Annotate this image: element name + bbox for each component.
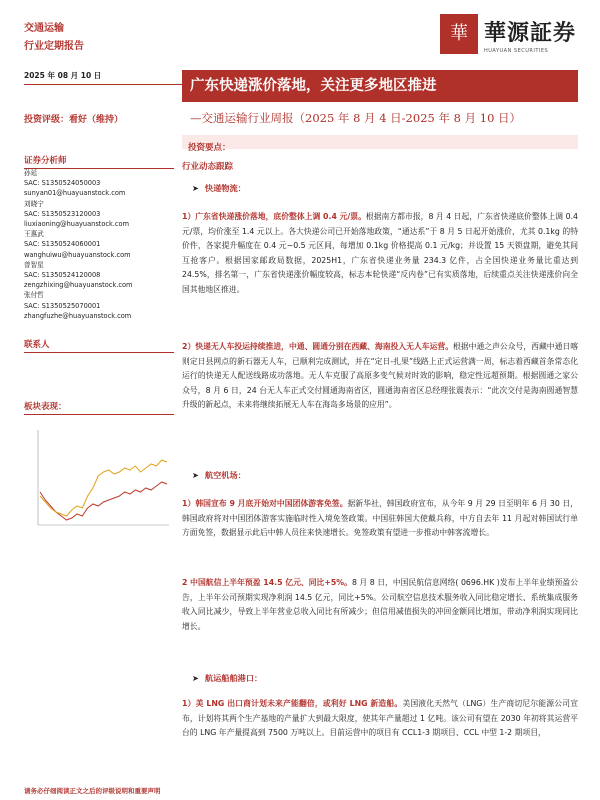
- section-industry-title: 行业动态跟踪: [182, 162, 234, 172]
- key-points-bar: [182, 135, 578, 153]
- arrow-right-icon: ➤: [192, 673, 199, 683]
- shipping-heading: [192, 673, 262, 684]
- analyst-name: 曾智星: [24, 260, 44, 269]
- chart-heading: 板块表现：: [24, 400, 174, 415]
- express-p1-text: 根据南方都市报，8 月 4 日起，广东省快递底价整体上调 0.4 元/票，均价涨至 1.4 元以上。各大快递公司已开始落地政策，“通达系”于 8 月 5 日起开始涨价，尤其 0.1kg 的特价件，各家提升幅度在 0.4 元~0.5 元区间，每增加 0.1kg 价格提高 0.1 元/kg；并设置 15 天锁盘期，避免其间互抢客户。根据国家邮政局数据，2025H1，广东省快递业务量 234.3 亿件，占全国快递业务量比重达到 24.5%，排名第一，广东省快递涨价幅度较高，标志本轮快递“反内卷”已有实质落地，后续重点关注快递涨价向全国其他地区推进。: [182, 212, 579, 294]
- analyst-email: zhangfuzhe@huayuanstock.com: [24, 311, 132, 320]
- aviation-paragraph-1: [182, 497, 578, 541]
- report-date: 2025 年 08 月 10 日: [24, 71, 102, 80]
- shipping-p1-text: 美国液化天然气（LNG）生产商切尼尔能源公司宣布，计划将其两个生产基地的产量扩大到最大限度，使其年产量超过 1 亿吨。该公司有望在 2030 年初将其运营平台的 LNG 年产量提高到 7500 万吨以上。目前运营中的项目有 CCL1-3 期项目、CCL 中型 1-2 期项目，: [182, 699, 578, 738]
- analyst-name: 孙延: [24, 169, 38, 177]
- investment-rating: 投资评级：看好（维持）: [24, 115, 124, 125]
- aviation-p1-text: 据新华社，韩国政府宣布，从今年 9 月 29 日至明年 6 月 30 日，韩国政府将对中国团体游客实施临时性入境免签政策。中国驻韩国大使戴兵称，中方自去年 11 月起对韩国试行单方面免签，数据显示此后中韩人员往来快速增长。免签政策有望进一步推动中韩客流增长。: [182, 499, 578, 538]
- analyst-sac: SAC: S1350523120003: [24, 209, 101, 218]
- report-category: 交通运输: [24, 23, 64, 34]
- analyst-name: 张付哲: [24, 291, 44, 300]
- logo-name: 華源証券: [484, 20, 577, 46]
- header-category-block: [24, 20, 84, 56]
- analyst-sac: SAC: S1350525070001: [24, 301, 101, 310]
- express-p2-lead: 2）快递无人车投运持续推进，中通、圆通分别在西藏、海南投入无人车运营。: [182, 342, 454, 351]
- express-paragraph-2: [182, 340, 578, 413]
- express-paragraph-1: [182, 210, 578, 298]
- page-subtitle: —交通运输行业周报（2025 年 8 月 4 日-2025 年 8 月 10 日）: [190, 111, 522, 125]
- analyst-list: [24, 168, 132, 321]
- logo-subtitle: HUAYUAN SECURITIES: [484, 48, 549, 54]
- analyst-sac: SAC: S1350524050003: [24, 179, 101, 188]
- key-points-label: 投资要点：: [188, 143, 231, 153]
- contact-heading: 联系人: [24, 338, 174, 353]
- logo-mark-icon: 華: [440, 14, 478, 54]
- aviation-p2-text: 8 月 8 日，中国民航信息网络( 0696.HK )发布上半年业绩预盈公告，上半年公司预期实现净利润 14.5 亿元，同比+5%。公司航空信息技术服务收入同比稳定增长、系统集成服务收入同比减少，导致上半年营业总收入同比有所减少；但信用减值损失的冲回金额同比增加，带动净利润实现同比增长。: [182, 578, 578, 631]
- analyst-email: sunyan01@huayuanstock.com: [24, 189, 126, 198]
- footer-disclaimer: 请务必仔细阅读正文之后的评级说明和重要声明: [24, 787, 161, 795]
- analyst-email: liuxiaoning@huayuanstock.com: [24, 220, 129, 229]
- express-p2-text: 根据中通之声公众号，西藏中通日喀则定日县网点的新石器无人车，已顺利完成测试，并在“定日-扎果”线路上正式运营满一周，标志着西藏首条常态化运行的快递无人配送线路成功落地。无人车克服了高原多变气候对时效的影响，稳定性远超预期。根据圆通之家公众号，8 月 6 日，24 台无人车正式交付圆通海南省区，圆通海南省区总经理张震表示：“此次交付是海南圆通智慧升级的新起点，未来将继续拓展无人车在海岛多场景的应用”。: [182, 342, 579, 410]
- arrow-right-icon: ➤: [192, 183, 199, 193]
- aviation-heading: [192, 470, 246, 481]
- shipping-paragraph-1: [182, 697, 578, 767]
- report-type: 行业定期报告: [24, 41, 84, 52]
- aviation-p2-lead: 2 中国航信上半年预盈 14.5 亿元、同比+5%。: [182, 578, 352, 587]
- shipping-p1-lead: 1）美 LNG 出口商计划未来产能翻倍，或利好 LNG 新造船。: [182, 699, 403, 708]
- series-line-0: [40, 482, 167, 520]
- shipping-heading-label: 航运船舶港口：: [204, 673, 263, 683]
- sector-performance-chart: [24, 420, 174, 540]
- analyst-sac: SAC: S1350524060001: [24, 240, 101, 249]
- express-p1-lead: 1）广东省快递涨价落地，底价整体上调 0.4 元/票。: [182, 212, 366, 221]
- title-bar: [182, 70, 578, 102]
- series-line-1: [40, 460, 167, 516]
- analyst-name: 王惠武: [24, 230, 44, 239]
- analyst-email: wanghuiwu@huayuanstock.com: [24, 250, 131, 259]
- express-heading: [192, 183, 246, 194]
- analyst-email: zengzhixing@huayuanstock.com: [24, 281, 133, 290]
- aviation-heading-label: 航空机场：: [204, 470, 246, 480]
- arrow-right-icon: ➤: [192, 470, 199, 480]
- company-logo: [440, 14, 580, 62]
- analyst-name: 刘晓宁: [24, 199, 44, 208]
- analyst-sac: SAC: S1350524120008: [24, 271, 101, 280]
- aviation-p1-lead: 1）韩国宣布 9 月底开始对中国团体游客免签。: [182, 499, 348, 508]
- express-heading-label: 快递物流：: [204, 183, 246, 193]
- page-title: 广东快递涨价落地，关注更多地区推进: [190, 77, 437, 94]
- analysts-heading: 证券分析师: [24, 154, 174, 169]
- aviation-paragraph-2: [182, 576, 578, 634]
